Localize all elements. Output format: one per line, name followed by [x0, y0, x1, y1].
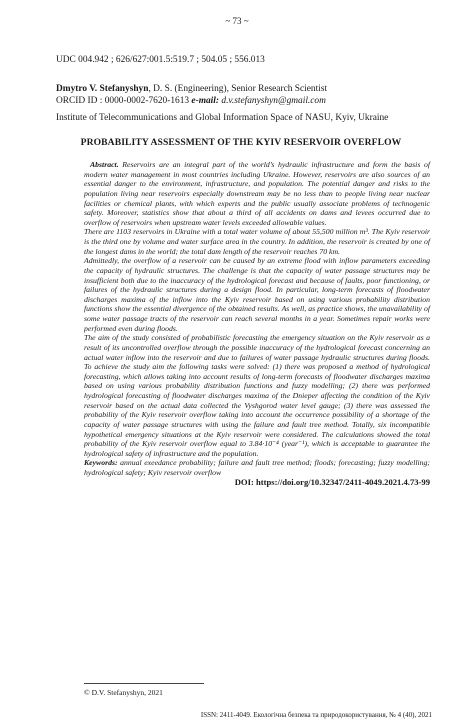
article-title: PROBABILITY ASSESSMENT OF THE KYIV RESERVOIR OVERFLOW [80, 137, 402, 148]
abstract-paragraph-4: The aim of the study consisted of probabilistic forecasting the emergency situation on the Kyiv reservoir as a result of its uncontrolled overflow through the possible inaccuracy of the hydrological forecast concerning an actual water inflow into the reservoir and due to failures of water passage hydraulic structures during floods. To achieve the study aim the following tasks were solved: (1) there was proposed a method of hydrological forecasting, which allows taking into account results of long-term forecasts of floodwater discharges maxima based on using various probability distribution functions and fuzzy modelling; (2) there was performed hydrological forecasting of floodwater discharges maxima of the Dnieper affecting the condition of the Kyiv reservoir based on the actual data collected the Vyshgorod water level gauge; (3) there was assessed the probability of the Kyiv reservoir overflow taking into account the occurrence possibility of a shortage of the capacity of water passage structures with using the failure and fault tree method. Totally, six incompatible hypothetical emergency situations at the Kyiv reservoir were considered. The calculations showed the total probability of the Kyiv reservoir overflow equal to 3.84·10⁻⁴ (year⁻¹), which is acceptable to guarantee the hydrological safety of infrastructure and the population. [84, 333, 430, 458]
author-name: Dmytro V. Stefanyshyn [56, 84, 149, 94]
footnote-divider [84, 683, 204, 684]
email-label: e-mail: [191, 95, 220, 106]
doi-link[interactable]: DOI: https://doi.org/10.32347/2411-4049.2021.4.73-99 [234, 476, 430, 487]
author-credentials: , D. S. (Engineering), Senior Research Scientist [148, 84, 328, 94]
keywords-label: Keywords: [84, 458, 118, 468]
abstract-paragraph-2: There are 1103 reservoirs in Ukraine with a total water volume of about 55,500 million m³. The Kyiv reservoir is the third one by volume and water surface area in the country. In addition, the reservoir is created by one of the longest dams in the world; the total dam length of the reservoir reaches 70 km. [84, 227, 430, 256]
author-block [56, 84, 436, 107]
author-email[interactable]: d.v.stefanyshyn@gmail.com [221, 95, 326, 106]
abstract-label: Abstract. [90, 160, 119, 169]
page-number: ~ 73 ~ [225, 16, 249, 26]
keywords: Keywords: annual exeedance probability; failure and fault tree method; floods; forecasting; fuzzy modelling; hydrological safety; Kyiv reservoir overflow [84, 458, 430, 477]
udc-code: UDC 004.942 ; 626/627:001.5:519.7 ; 504.05 ; 556.013 [56, 55, 265, 65]
journal-footer: ISSN: 2411-4049. Екологічна безпека та природокористування, № 4 (40), 2021 [200, 711, 432, 719]
abstract-section [84, 160, 430, 487]
affiliation: Institute of Telecommunications and Global Information Space of NASU, Kyiv, Ukraine [56, 113, 389, 123]
author-orcid: ORCID ID : 0000-0002-7620-1613 [56, 95, 190, 106]
abstract-paragraph-3: Admittedly, the overflow of a reservoir can be caused by an extreme flood with inflow parameters exceeding the capacity of hydraulic structures. The challenge is that the capacity of water passage structures may be insufficient both due to the inaccuracy of the hydrological forecast and because of faults, poor functioning, or failures of the hydraulic structures during a design flood. In particular, long-term forecasts of floodwater discharges maxima of the inflow into the Kyiv reservoir based on using various probability distribution functions show the essential divergence of the obtained results. As well, as practice shows, the unavailability of some water passage tracts of the reservoir can reach several months in a year. Sometimes repair works were performed even during floods. [84, 256, 430, 333]
abstract-paragraph-1: Abstract. Reservoirs are an integral part of the world’s hydraulic infrastructure and form the basis of modern water management in most countries including Ukraine. However, reservoirs are also sources of an essential danger to the environment, infrastructure, and population. The potential danger and risks to the population living near reservoirs especially downstream may be no less than to people living near nuclear facilities or chemical plants, with which experts and the public usually associate problems of technogenic safety. Moreover, statistics show that about a third of all accidents on dams and levees occurred due to overflow of reservoirs when upstream water levels exceeded allowable values. [84, 160, 430, 227]
copyright: © D.V. Stefanyshyn, 2021 [84, 688, 163, 697]
